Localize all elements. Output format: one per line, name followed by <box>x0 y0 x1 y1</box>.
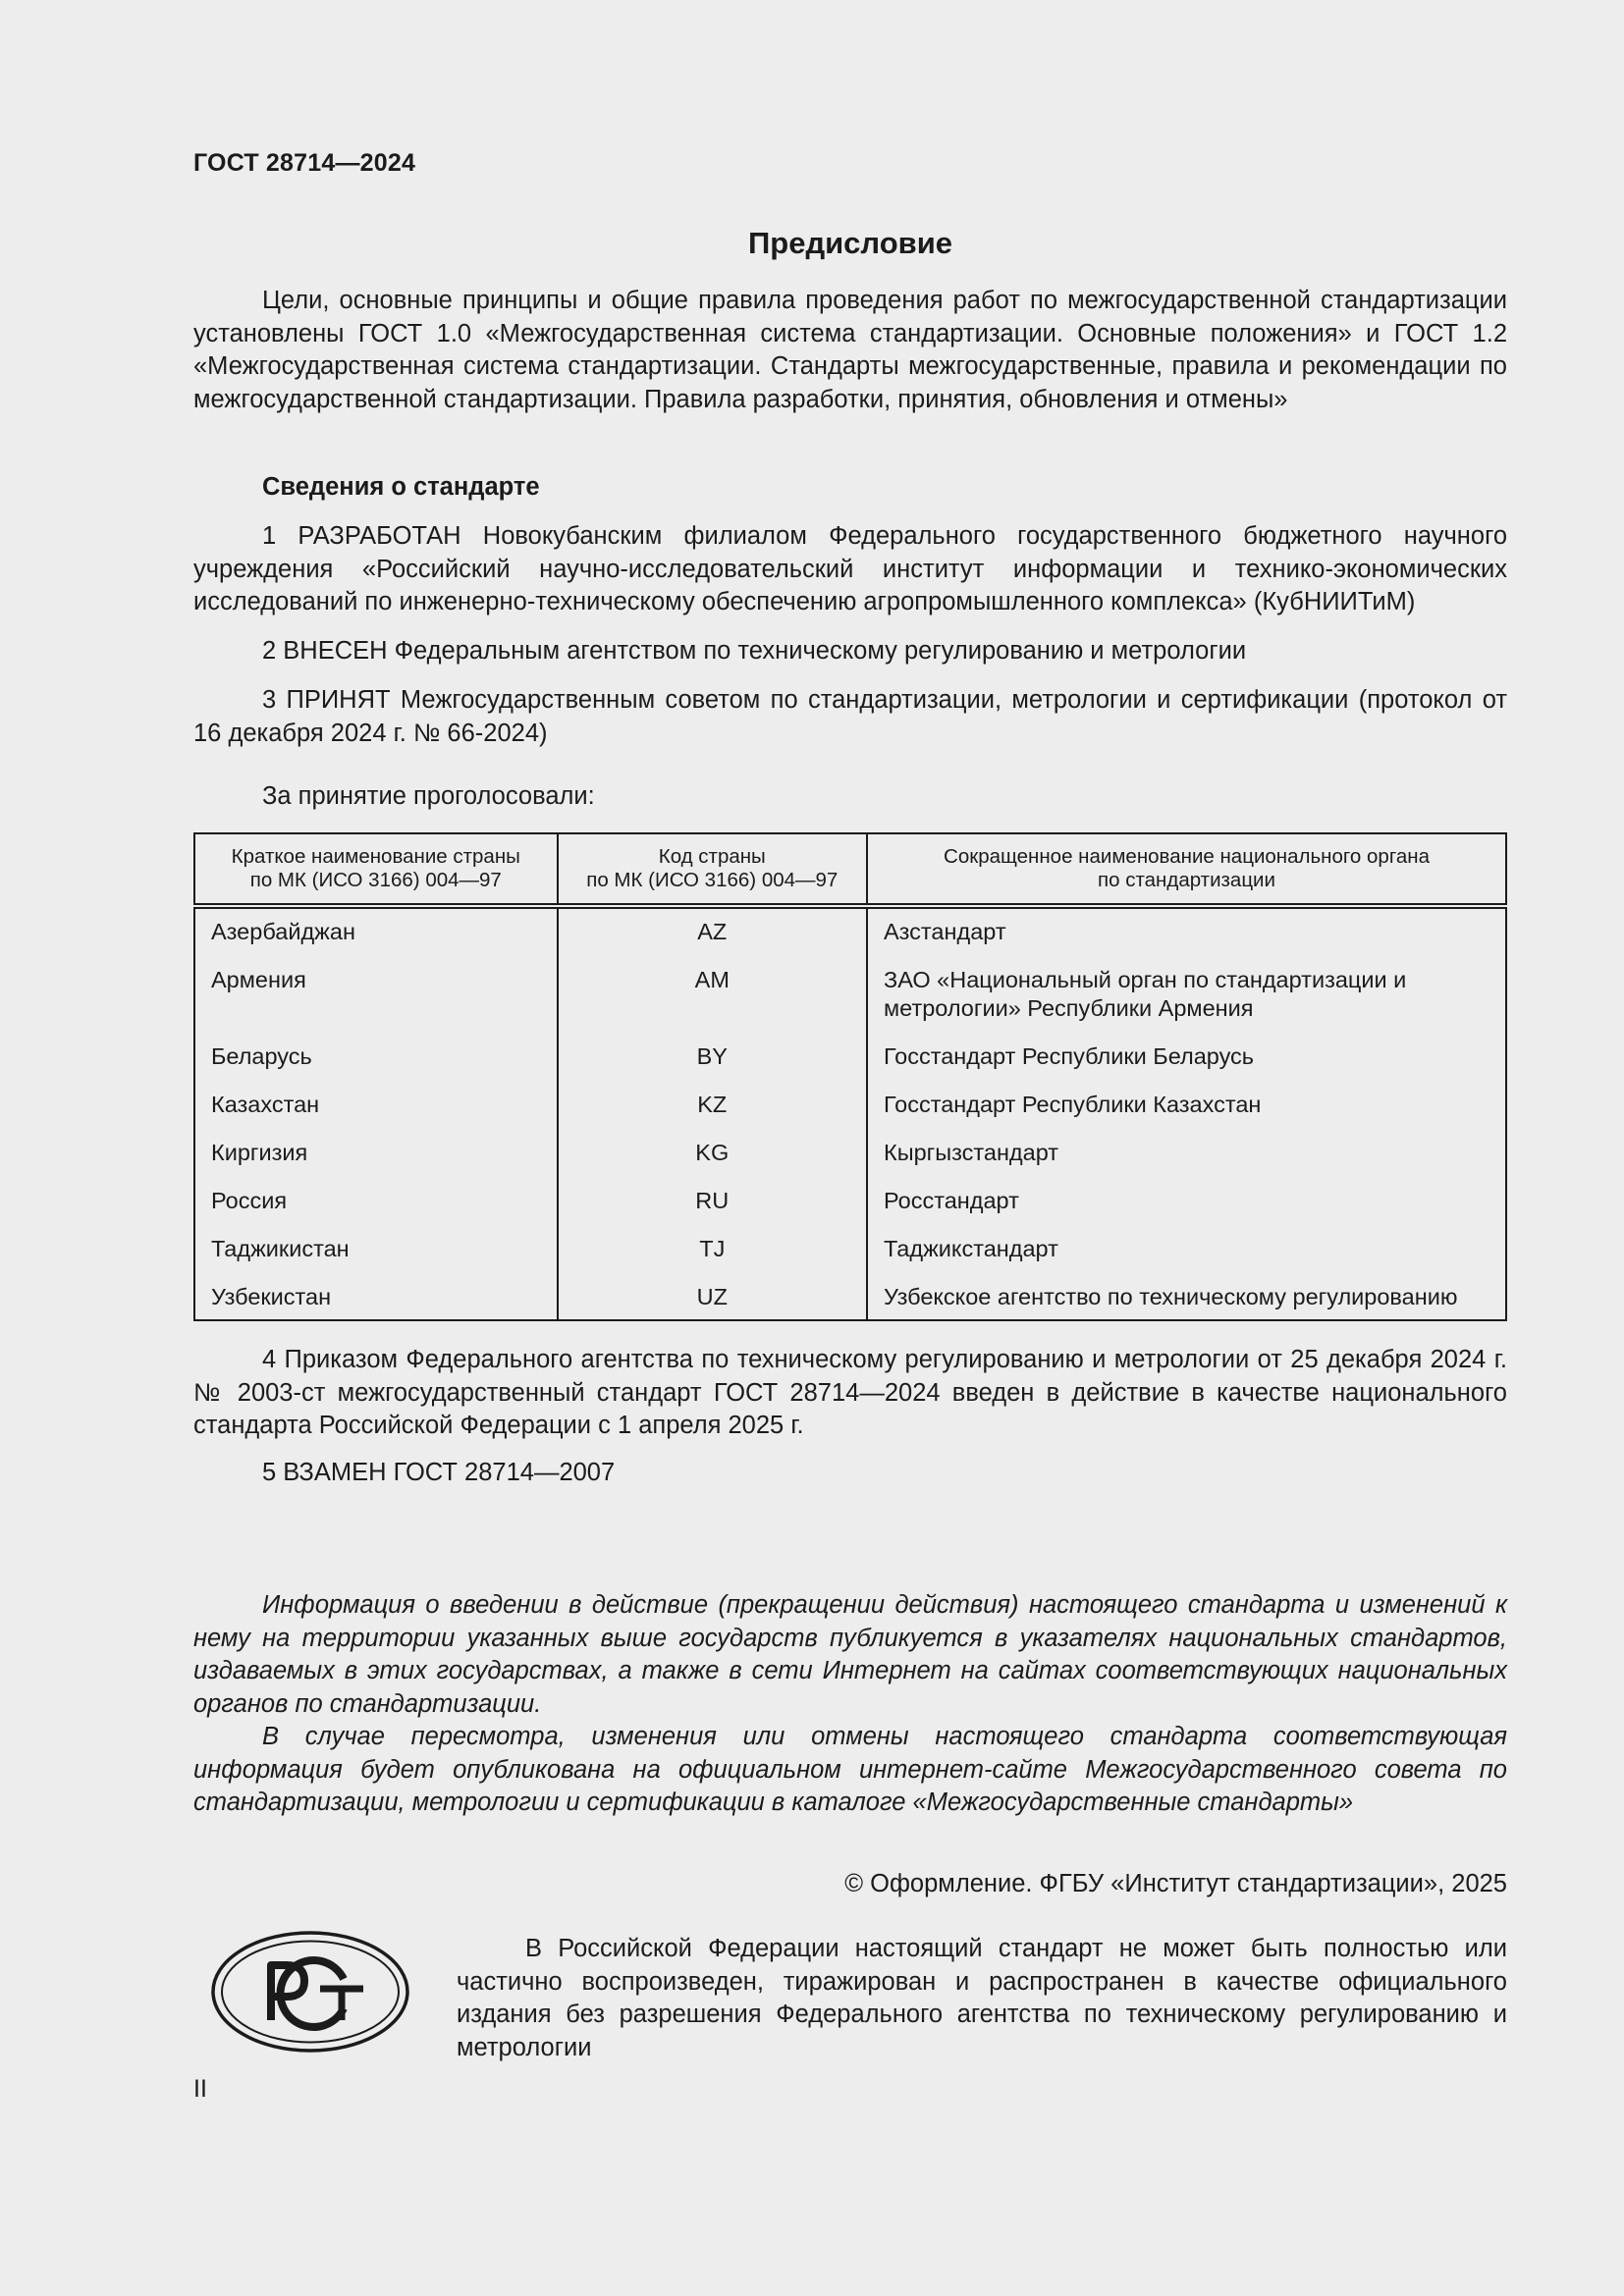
table-header-row <box>194 833 1506 906</box>
country-name: Узбекистан <box>194 1263 558 1320</box>
item-developed: 1 РАЗРАБОТАН Новокубанским филиалом Федерального государственного бюджетного научного учреждения «Российский научно-исследовательский институт информации и технико-экономических исследований по инженерно-техническому обеспечению агропромышленного комплекса» (КубНИИТиМ) <box>193 522 1507 615</box>
country-code: AM <box>558 946 867 1023</box>
country-code: RU <box>558 1167 867 1215</box>
country-code: AZ <box>558 906 867 946</box>
item-enacted: 4 Приказом Федерального агентства по техническому регулированию и метрологии от 25 декабря 2024 г. № 2003-ст межгосударственный стандарт ГОСТ 28714—2024 введен в действие в качестве национального стандарта Российской Федерации с 1 апреля 2025 г. <box>193 1346 1507 1439</box>
country-name: Беларусь <box>194 1023 558 1071</box>
standards-body: Госстандарт Республики Казахстан <box>867 1071 1506 1119</box>
voting-countries-table <box>193 832 1507 1321</box>
standards-body: ЗАО «Национальный орган по стандартизации и метрологии» Республики Армения <box>867 946 1506 1023</box>
country-name: Россия <box>194 1167 558 1215</box>
country-code: BY <box>558 1023 867 1071</box>
header-code-line1: Код страны <box>658 845 766 868</box>
standards-body: Азстандарт <box>867 906 1506 946</box>
rights-notice: В Российской Федерации настоящий стандарт не может быть полностью или частично воспроизведен, тиражирован и распространен в качестве официального издания без разрешения Федерального агентства по техническому регулированию и метрологии <box>457 1935 1507 2061</box>
table-row <box>194 1215 1506 1263</box>
table-row <box>194 1119 1506 1167</box>
standards-body: Кыргызстандарт <box>867 1119 1506 1167</box>
rst-logo-icon <box>210 1930 410 2054</box>
item-adopted: 3 ПРИНЯТ Межгосударственным советом по стандартизации, метрологии и сертификации (протокол от 16 декабря 2024 г. № 66-2024) <box>193 686 1507 747</box>
page-number: II <box>193 2075 207 2103</box>
standards-body: Таджикстандарт <box>867 1215 1506 1263</box>
country-name: Азербайджан <box>194 906 558 946</box>
header-code <box>558 833 867 906</box>
header-body-line2: по стандартизации <box>1098 869 1275 891</box>
document-page <box>193 0 1507 2296</box>
copyright-line: © Оформление. ФГБУ «Институт стандартизации», 2025 <box>844 1870 1507 1897</box>
header-code-line2: по МК (ИСО 3166) 004—97 <box>586 869 839 891</box>
header-country <box>194 833 558 906</box>
intro-paragraph: Цели, основные принципы и общие правила проведения работ по межгосударственной стандартизации установлены ГОСТ 1.0 «Межгосударственная система стандартизации. Основные положения» и ГОСТ 1.2 «Межгосударственная система стандартизации. Стандарты межгосударственные, правила и рекомендации по межгосударственной стандартизации. Правила разработки, принятия, обновления и отмены» <box>193 287 1507 413</box>
table-row <box>194 1167 1506 1215</box>
table-row <box>194 1023 1506 1071</box>
standards-body: Госстандарт Республики Беларусь <box>867 1023 1506 1071</box>
country-code: KZ <box>558 1071 867 1119</box>
table-row <box>194 946 1506 1023</box>
notice-info: Информация о введении в действие (прекращении действия) настоящего стандарта и изменений к нему на территории указанных выше государств публикуется в указателях национальных стандартов, издаваемых в этих государствах, а также в сети Интернет на сайтах соответствующих национальных органов по стандартизации. <box>193 1591 1507 1718</box>
document-code: ГОСТ 28714—2024 <box>193 149 416 177</box>
country-name: Армения <box>194 946 558 1023</box>
country-name: Казахстан <box>194 1071 558 1119</box>
item-introduced: 2 ВНЕСЕН Федеральным агентством по техническому регулированию и метрологии <box>262 637 1247 665</box>
table-row <box>194 1071 1506 1119</box>
table-row <box>194 906 1506 946</box>
header-country-line2: по МК (ИСО 3166) 004—97 <box>249 869 502 891</box>
table-row <box>194 1263 1506 1320</box>
country-name: Таджикистан <box>194 1215 558 1263</box>
header-country-line1: Краткое наименование страны <box>231 845 520 868</box>
notice-revision: В случае пересмотра, изменения или отмены настоящего стандарта соответствующая информация будет опубликована на официальном интернет-сайте Межгосударственного совета по стандартизации, метрологии и сертификации в каталоге «Межгосударственные стандарты» <box>193 1723 1507 1816</box>
country-code: KG <box>558 1119 867 1167</box>
header-body-line1: Сокращенное наименование национального органа <box>944 845 1430 868</box>
header-body <box>867 833 1506 906</box>
standards-body: Узбекское агентство по техническому регулированию <box>867 1263 1506 1320</box>
country-code: TJ <box>558 1215 867 1263</box>
country-code: UZ <box>558 1263 867 1320</box>
item-replaces: 5 ВЗАМЕН ГОСТ 28714—2007 <box>262 1459 616 1486</box>
voted-label: За принятие проголосовали: <box>262 782 595 810</box>
standard-info-heading: Сведения о стандарте <box>262 473 540 501</box>
section-title: Предисловие <box>747 226 952 260</box>
standards-body: Росстандарт <box>867 1167 1506 1215</box>
country-name: Киргизия <box>194 1119 558 1167</box>
